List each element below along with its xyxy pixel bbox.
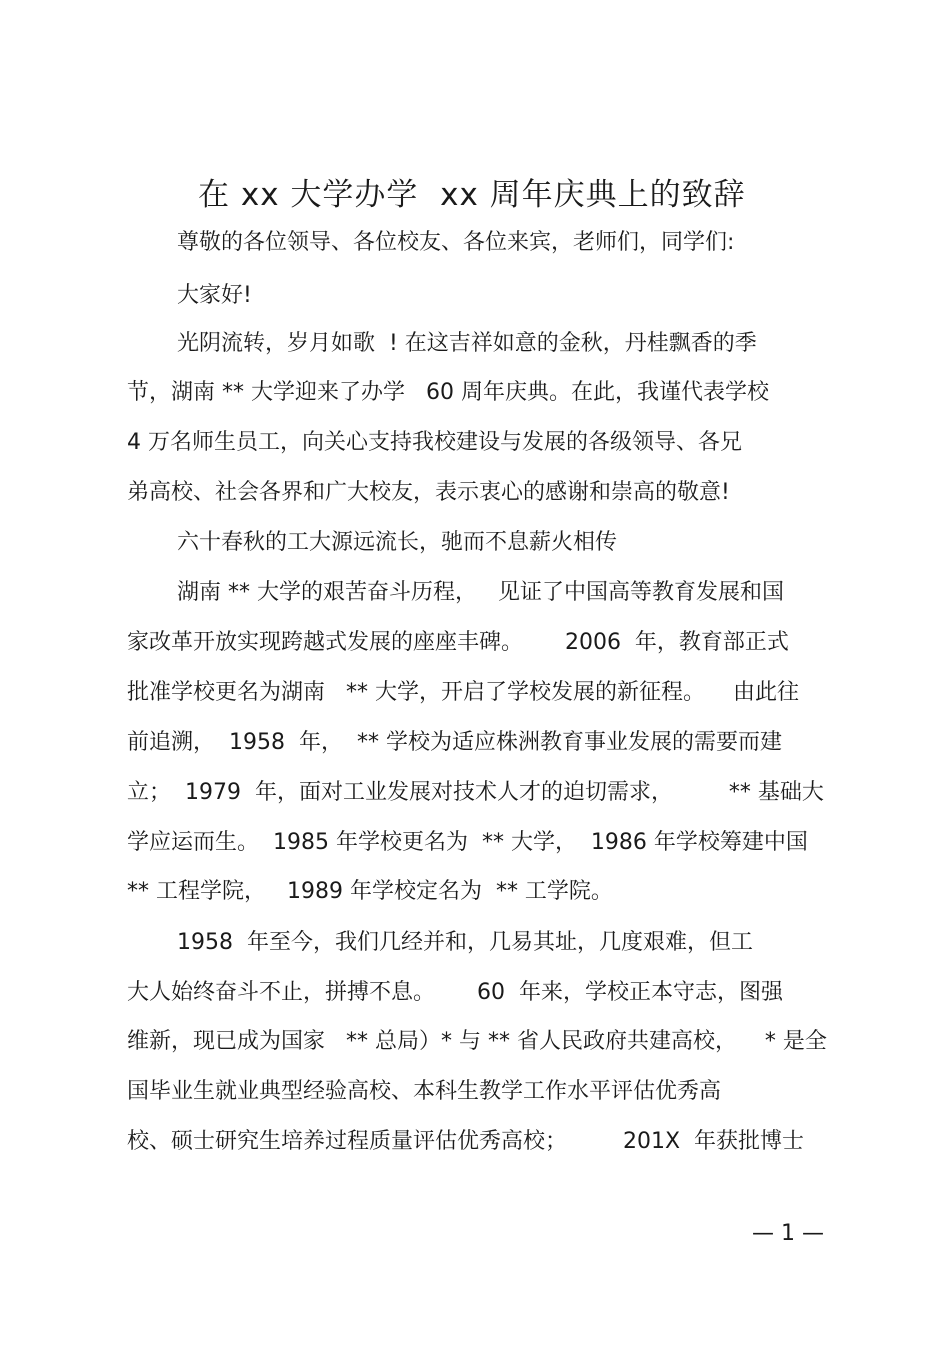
document-title: 在 xx 大学办学 xx 周年庆典上的致辞 xyxy=(198,177,746,213)
paragraph-line: 国毕业生就业典型经验高校、本科生教学工作水平评估优秀高 xyxy=(127,1079,722,1104)
paragraph-line: 学应运而生。 1985 年学校更名为 ** 大学， 1986 年学校筹建中国 xyxy=(127,830,808,855)
paragraph-line: 前追溯， 1958 年， ** 学校为适应株洲教育事业发展的需要而建 xyxy=(127,730,782,755)
paragraph-line: 六十春秋的工大源远流长，驰而不息薪火相传 xyxy=(177,530,618,555)
paragraph-line: 维新，现已成为国家 ** 总局）* 与 ** 省人民政府共建高校， * 是全 xyxy=(127,1029,827,1054)
paragraph-line: 家改革开放实现跨越式发展的座座丰碑。 2006 年，教育部正式 xyxy=(127,630,789,655)
paragraph-line: 立； 1979 年，面对工业发展对技术人才的迫切需求， ** 基础大 xyxy=(127,780,824,805)
paragraph-line: 4 万名师生员工，向关心支持我校建设与发展的各级领导、各兄 xyxy=(127,430,742,455)
paragraph-line: 校、硕士研究生培养过程质量评估优秀高校； 201X 年获批博士 xyxy=(127,1129,804,1154)
paragraph-line: 1958 年至今，我们几经并和，几易其址，几度艰难，但工 xyxy=(177,930,753,955)
paragraph-line: 大人始终奋斗不止，拼搏不息。 60 年来，学校正本守志，图强 xyxy=(127,980,783,1005)
paragraph-line: 弟高校、社会各界和广大校友，表示衷心的感谢和崇高的敬意! xyxy=(127,480,730,505)
paragraph-line: ** 工程学院， 1989 年学校定名为 ** 工学院。 xyxy=(127,879,613,904)
paragraph-line: 节，湖南 ** 大学迎来了办学 60 周年庆典。在此，我谨代表学校 xyxy=(127,380,769,405)
paragraph-line: 湖南 ** 大学的艰苦奋斗历程， 见证了中国高等教育发展和国 xyxy=(177,580,784,605)
paragraph-line: 批准学校更名为湖南 ** 大学，开启了学校发展的新征程。 由此往 xyxy=(127,680,799,705)
paragraph-line: 大家好! xyxy=(177,283,252,308)
paragraph-line: 光阴流转，岁月如歌 ! 在这吉祥如意的金秋，丹桂飘香的季 xyxy=(177,331,757,356)
paragraph-line: 尊敬的各位领导、各位校友、各位来宾，老师们，同学们: xyxy=(177,230,735,255)
page-number: — 1 — xyxy=(752,1221,824,1246)
